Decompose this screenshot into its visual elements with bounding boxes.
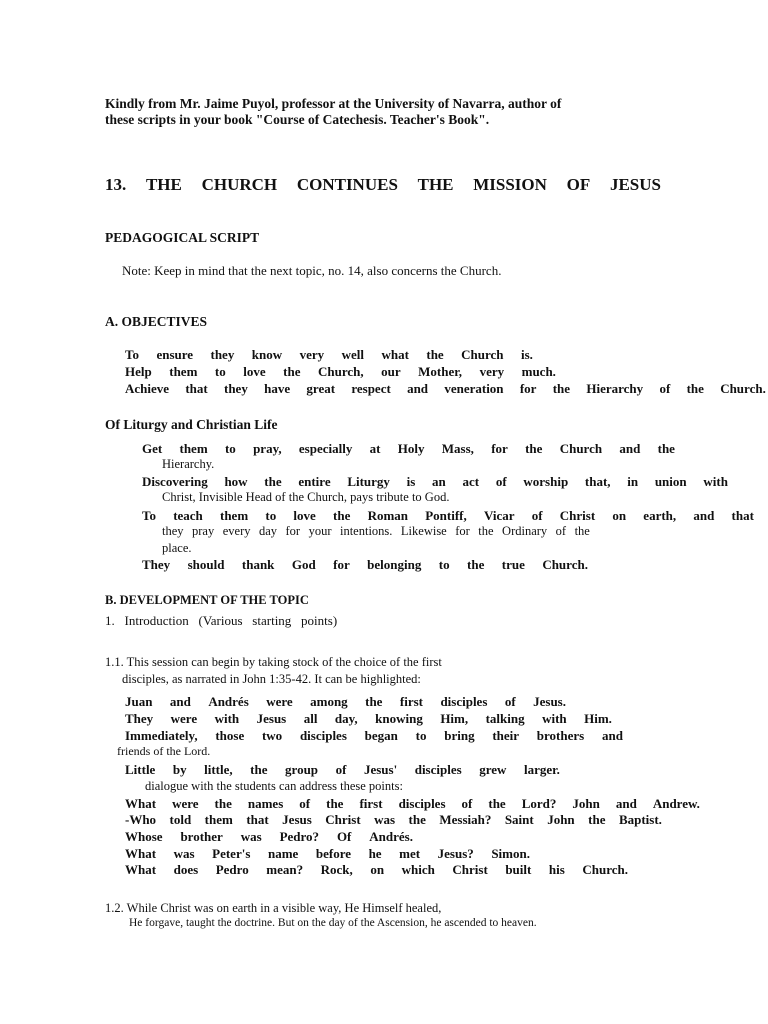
word: teach: [173, 508, 203, 523]
question-item: [125, 813, 662, 826]
word: brother: [180, 829, 223, 844]
word: respect: [351, 381, 391, 396]
word: was: [240, 829, 262, 844]
word: What: [125, 846, 157, 861]
word: with: [542, 711, 567, 726]
word: Church: [559, 441, 603, 456]
word: the: [467, 557, 485, 572]
question-item: [125, 863, 628, 876]
word: of: [495, 474, 507, 489]
word: before: [315, 846, 352, 861]
objective-item: [125, 365, 556, 378]
word: the: [214, 796, 232, 811]
liturgy-item-continued: place.: [162, 541, 192, 555]
word: for: [333, 557, 350, 572]
word: have: [264, 381, 291, 396]
word: Lord?: [521, 796, 557, 811]
word: Pedro: [215, 862, 249, 877]
word: he: [368, 846, 382, 861]
objectives-heading: A. OBJECTIVES: [105, 314, 208, 329]
word: the: [488, 796, 506, 811]
highlight-item: [125, 695, 566, 708]
highlight-item: [125, 763, 560, 776]
word: to: [265, 508, 277, 523]
word: Ordinary: [502, 524, 548, 538]
word: names: [247, 796, 284, 811]
word: the: [657, 441, 675, 456]
word: union: [654, 474, 687, 489]
word: grew: [479, 762, 507, 777]
word: of: [531, 508, 543, 523]
word: what: [381, 347, 409, 362]
word: was: [173, 846, 195, 861]
word: group: [285, 762, 319, 777]
word: Liturgy: [347, 474, 390, 489]
word: To: [142, 508, 156, 523]
word: disciples: [398, 796, 446, 811]
word: disciples: [414, 762, 462, 777]
liturgy-item: [142, 475, 728, 488]
paragraph-1-1-continued: disciples, as narrated in John 1:35-42. It can be highlighted:: [122, 672, 421, 686]
word: Christ: [452, 862, 488, 877]
word: were: [266, 694, 293, 709]
word: Roman: [367, 508, 409, 523]
word: in: [627, 474, 639, 489]
word: by: [172, 762, 187, 777]
word: Pedro?: [279, 829, 320, 844]
word: pray: [192, 524, 215, 538]
word: the: [552, 381, 571, 396]
word: Christ: [325, 812, 361, 827]
word: Hierarchy: [586, 381, 644, 396]
liturgy-item: [142, 558, 588, 571]
word: they: [162, 524, 184, 538]
topic-title: [105, 176, 661, 193]
word: Achieve: [125, 381, 170, 396]
word: Immediately,: [125, 728, 198, 743]
word: veneration: [444, 381, 504, 396]
dialogue-intro: dialogue with the students can address these points:: [145, 779, 403, 793]
word: Vicar: [483, 508, 515, 523]
word: Baptist.: [618, 812, 662, 827]
word: them: [204, 812, 233, 827]
word: John: [547, 812, 575, 827]
development-heading: B. DEVELOPMENT OF THE TOPIC: [105, 593, 309, 607]
liturgy-heading: Of Liturgy and Christian Life: [105, 417, 278, 432]
word: built: [505, 862, 532, 877]
word: act: [462, 474, 480, 489]
word: for: [285, 524, 301, 538]
word: were: [170, 711, 198, 726]
word: of: [504, 694, 516, 709]
word: on: [370, 862, 385, 877]
objective-item: [125, 382, 766, 395]
word: were: [172, 796, 199, 811]
word: They: [142, 557, 171, 572]
word: their: [492, 728, 520, 743]
word: Church.: [542, 557, 588, 572]
word: larger.: [523, 762, 560, 777]
word: met: [399, 846, 421, 861]
word: the: [365, 694, 383, 709]
word: first: [359, 796, 383, 811]
word: every: [222, 524, 251, 538]
word: all: [303, 711, 318, 726]
word: Pontiff,: [425, 508, 467, 523]
word: much.: [521, 364, 556, 379]
liturgy-item: [142, 442, 675, 455]
question-item: [125, 847, 530, 860]
liturgy-item-continued: [162, 525, 590, 538]
liturgy-item: [142, 509, 754, 522]
word: how: [224, 474, 248, 489]
word: Mother,: [418, 364, 463, 379]
word: on: [612, 508, 627, 523]
word: they: [210, 347, 235, 362]
word: Little: [125, 762, 156, 777]
word: Church,: [317, 364, 364, 379]
word: of: [461, 796, 473, 811]
word: and: [601, 728, 623, 743]
liturgy-item-continued: Christ, Invisible Head of the Church, pays tribute to God.: [162, 490, 450, 504]
word: the: [326, 796, 344, 811]
word: and: [693, 508, 715, 523]
word: Church: [461, 347, 504, 362]
word: the: [478, 524, 494, 538]
objective-item: [125, 348, 533, 361]
highlight-item: [125, 712, 612, 725]
word: mean?: [266, 862, 304, 877]
highlight-item-continued: friends of the Lord.: [117, 744, 211, 758]
word: John: [572, 796, 600, 811]
word: to: [438, 557, 450, 572]
word: them: [169, 364, 198, 379]
word: for: [455, 524, 470, 538]
word: intentions.: [339, 524, 393, 538]
word: the: [574, 524, 590, 538]
word: Andrés.: [369, 829, 413, 844]
word: Jesus': [363, 762, 398, 777]
word: Church.: [720, 381, 766, 396]
word: Andrew.: [652, 796, 700, 811]
word: especially: [298, 441, 353, 456]
word: was: [374, 812, 396, 827]
word: They: [125, 711, 154, 726]
word: entire: [298, 474, 331, 489]
word: What: [125, 862, 157, 877]
paragraph-1-1: 1.1. This session can begin by taking stock of the choice of the first: [105, 655, 442, 669]
word: that: [731, 508, 754, 523]
paragraph-1-2: 1.2. While Christ was on earth in a visible way, He Himself healed,: [105, 901, 442, 915]
word: two: [261, 728, 283, 743]
word: among: [310, 694, 348, 709]
word: little,: [204, 762, 233, 777]
word: Jesus: [256, 711, 287, 726]
word: an: [432, 474, 446, 489]
word: of: [299, 796, 311, 811]
word: that: [246, 812, 269, 827]
word: the: [426, 347, 444, 362]
word: his: [548, 862, 565, 877]
word: great: [306, 381, 336, 396]
word: well: [341, 347, 364, 362]
word: worship: [523, 474, 569, 489]
word: Jesus?: [437, 846, 474, 861]
word: very: [479, 364, 505, 379]
word: they: [224, 381, 248, 396]
question-item: [125, 797, 700, 810]
word: the: [686, 381, 704, 396]
word: should: [187, 557, 225, 572]
word: them: [220, 508, 249, 523]
word: Messiah?: [439, 812, 492, 827]
word: them: [179, 441, 208, 456]
word: talking: [485, 711, 525, 726]
paragraph-1-2-continued: He forgave, taught the doctrine. But on the day of the Ascension, he ascended to heaven.: [129, 917, 537, 929]
word: Jesus.: [533, 694, 566, 709]
intro-line-1: Kindly from Mr. Jaime Puyol, professor at the University of Navarra, author of: [105, 96, 562, 111]
word: your: [308, 524, 332, 538]
word: Mass,: [441, 441, 474, 456]
word: thank: [241, 557, 275, 572]
word: our: [381, 364, 401, 379]
word: with: [214, 711, 240, 726]
word: CONTINUES: [296, 175, 398, 194]
word: Christ: [559, 508, 596, 523]
word: to: [224, 441, 236, 456]
word: love: [293, 508, 316, 523]
word: of: [659, 381, 671, 396]
word: disciples: [299, 728, 347, 743]
word: MISSION: [473, 175, 547, 194]
word: Likewise: [400, 524, 447, 538]
word: and: [169, 694, 191, 709]
word: brothers: [536, 728, 585, 743]
word: the: [264, 474, 282, 489]
word: THE: [417, 175, 454, 194]
word: Rock,: [320, 862, 353, 877]
word: true: [501, 557, 525, 572]
word: with: [703, 474, 728, 489]
word: day,: [334, 711, 358, 726]
intro-line-2: these scripts in your book "Course of Catechesis. Teacher's Book".: [105, 112, 490, 127]
word: the: [333, 508, 351, 523]
word: disciples: [440, 694, 488, 709]
word: for: [519, 381, 537, 396]
word: -Who: [125, 812, 157, 827]
word: bring: [444, 728, 475, 743]
word: What: [125, 796, 157, 811]
word: first: [399, 694, 423, 709]
word: Whose: [125, 829, 163, 844]
word: Him,: [440, 711, 469, 726]
word: Discovering: [142, 474, 208, 489]
word: Church.: [582, 862, 628, 877]
word: is: [406, 474, 416, 489]
word: THE: [145, 175, 182, 194]
word: pray,: [253, 441, 282, 456]
word: Peter's: [212, 846, 251, 861]
word: love: [243, 364, 266, 379]
word: day: [258, 524, 278, 538]
word: does: [173, 862, 199, 877]
word: Him.: [584, 711, 612, 726]
word: God: [291, 557, 316, 572]
note-text: Note: Keep in mind that the next topic, no. 14, also concerns the Church.: [122, 263, 502, 278]
word: the: [408, 812, 426, 827]
word: Jesus: [282, 812, 312, 827]
word: which: [401, 862, 435, 877]
word: the: [525, 441, 543, 456]
word: those: [215, 728, 245, 743]
word: is.: [521, 347, 533, 362]
word: ensure: [156, 347, 194, 362]
word: belonging: [367, 557, 422, 572]
word: at: [369, 441, 381, 456]
introduction-item: 1. Introduction (Various starting points): [105, 613, 338, 628]
word: and: [407, 381, 429, 396]
word: OF: [566, 175, 591, 194]
word: and: [615, 796, 637, 811]
highlight-item: [125, 729, 623, 742]
word: To: [125, 347, 139, 362]
word: Holy: [397, 441, 425, 456]
word: to: [415, 728, 427, 743]
word: Get: [142, 441, 163, 456]
word: told: [169, 812, 192, 827]
word: Help: [125, 364, 152, 379]
word: name: [267, 846, 299, 861]
word: Juan: [125, 694, 153, 709]
word: the: [283, 364, 301, 379]
word: for: [491, 441, 508, 456]
word: know: [251, 347, 283, 362]
word: the: [250, 762, 268, 777]
word: that: [185, 381, 208, 396]
word: Saint: [504, 812, 534, 827]
word: JESUS: [609, 175, 661, 194]
word: the: [588, 812, 606, 827]
word: of: [555, 524, 567, 538]
word: began: [364, 728, 398, 743]
word: 13.: [105, 175, 127, 194]
word: Andrés: [208, 694, 249, 709]
word: Simon.: [491, 846, 530, 861]
word: knowing: [375, 711, 423, 726]
word: to: [214, 364, 226, 379]
word: of: [335, 762, 347, 777]
word: very: [299, 347, 325, 362]
question-item: [125, 830, 413, 843]
word: that,: [584, 474, 611, 489]
word: Of: [336, 829, 352, 844]
word: and: [619, 441, 641, 456]
liturgy-item-continued: Hierarchy.: [162, 457, 215, 471]
word: CHURCH: [201, 175, 278, 194]
word: earth,: [643, 508, 677, 523]
pedagogical-script-heading: PEDAGOGICAL SCRIPT: [105, 230, 260, 245]
